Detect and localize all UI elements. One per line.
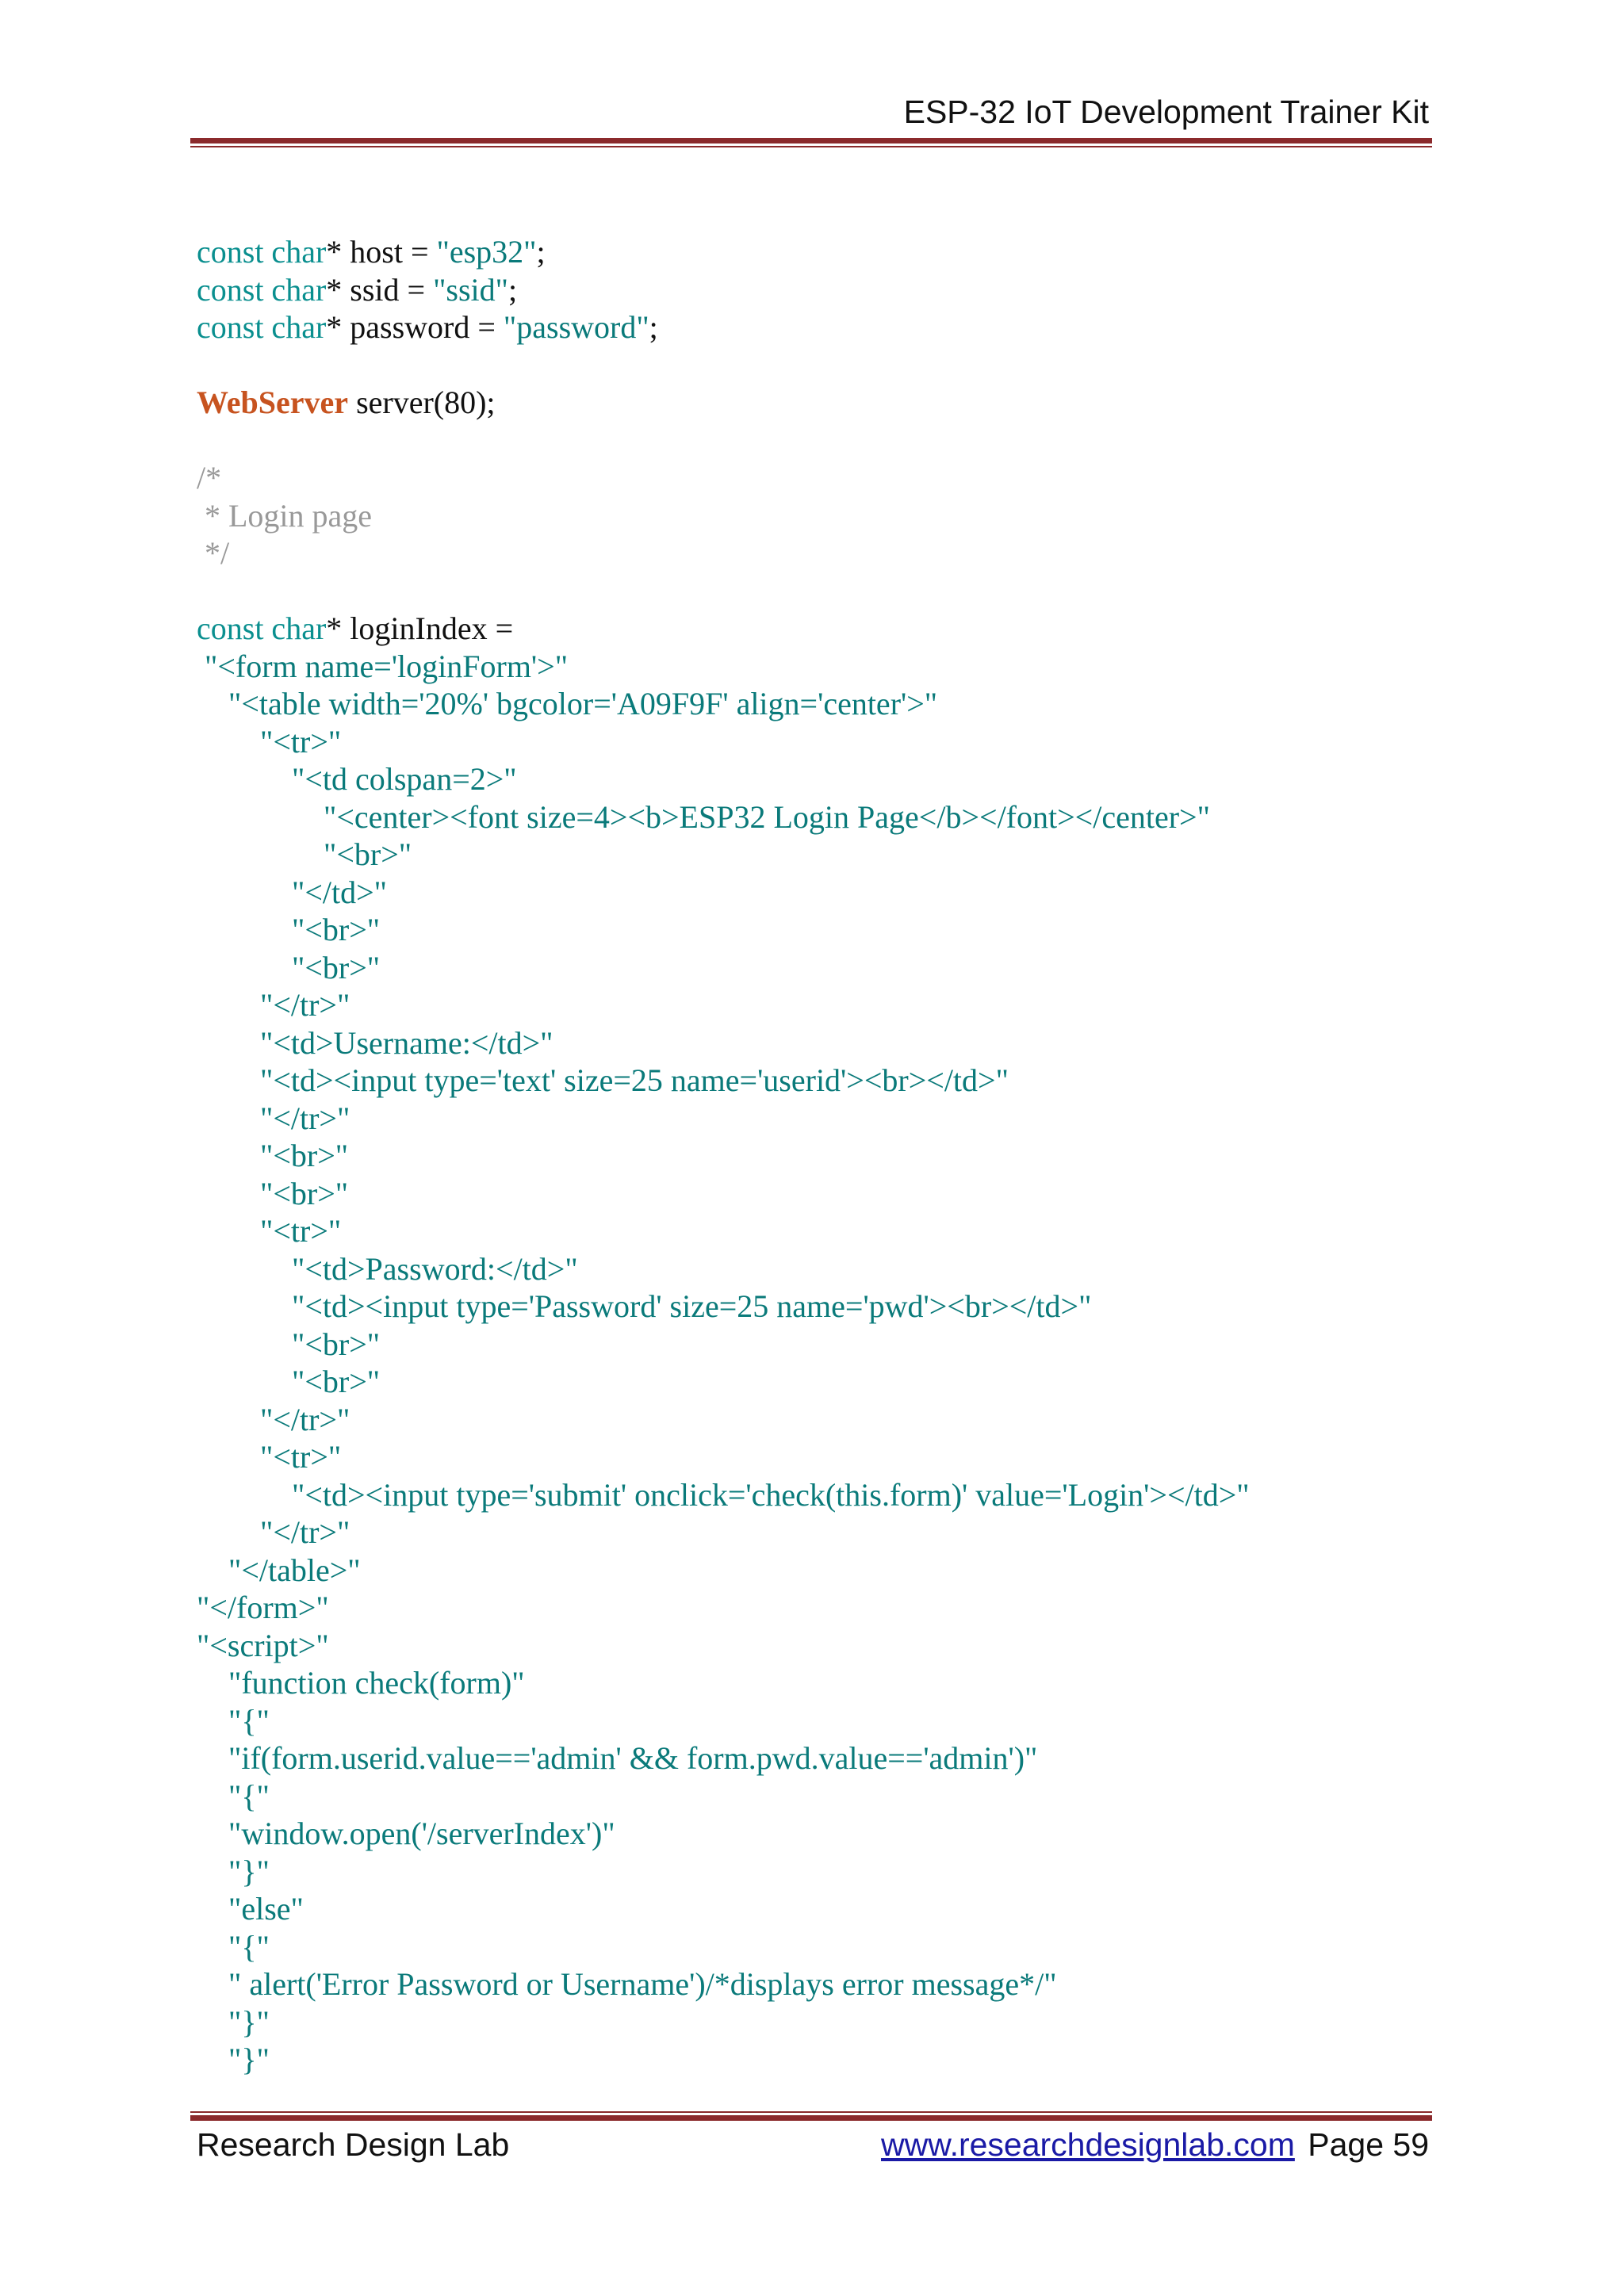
code-text: ; (508, 271, 518, 308)
string-literal: "ssid" (433, 271, 508, 308)
code-text: server(80); (348, 385, 496, 420)
html-string-line: "<tr>" (197, 1213, 342, 1249)
html-string-line: "<tr>" (197, 1439, 342, 1475)
footer-website-link[interactable]: www.researchdesignlab.com (881, 2126, 1295, 2163)
html-string-line: "{" (197, 1702, 270, 1739)
html-string-line: "</tr>" (197, 1401, 350, 1437)
html-string-line: "<td colspan=2>" (197, 761, 517, 797)
html-string-line: "<td>Username:</td>" (197, 1024, 553, 1061)
code-line (197, 233, 1250, 271)
code-line (197, 610, 1250, 648)
html-string-line: "<table width='20%' bgcolor='A09F9F' align='center'>" (197, 686, 938, 721)
html-string-line: "<td><input type='Password' size=25 name='pwd'><br></td>" (197, 1288, 1092, 1324)
string-literal: "esp32" (436, 234, 537, 270)
code-line (197, 384, 1250, 422)
html-string-line: "}" (197, 2042, 270, 2077)
html-string-line: "</table>" (197, 1552, 361, 1588)
html-string-line: "<form name='loginForm'>" (197, 648, 569, 684)
html-string-line: "<br>" (197, 1364, 381, 1399)
html-string-line: "<br>" (197, 1175, 349, 1211)
html-string-line: "</tr>" (197, 1100, 350, 1136)
html-string-line: "<script>" (197, 1627, 329, 1663)
html-string-line: "{" (197, 1928, 270, 1965)
blank-line (197, 572, 1250, 610)
html-string-line: "window.open('/serverIndex')" (197, 1816, 615, 1851)
comment-line: */ (197, 535, 230, 571)
code-text: * ssid = (326, 271, 434, 308)
header-title: ESP-32 IoT Development Trainer Kit (903, 94, 1429, 130)
html-string-line: " alert('Error Password or Username')/*displays error message*/" (197, 1966, 1057, 2002)
html-string-line: "<br>" (197, 949, 381, 985)
keyword: const char (197, 271, 327, 308)
html-string-line: "<br>" (197, 1138, 349, 1173)
html-string-line: "}" (197, 2003, 270, 2040)
html-string-line: "<tr>" (197, 723, 342, 760)
code-text: * password = (326, 309, 504, 345)
html-string-line: "<br>" (197, 836, 412, 872)
html-string-line: "<center><font size=4><b>ESP32 Login Page</b></font></center>" (197, 798, 1210, 835)
code-listing (197, 233, 1250, 2079)
page-number: Page 59 (1308, 2126, 1429, 2163)
keyword: const char (197, 234, 327, 270)
html-string-line: "</form>" (197, 1590, 329, 1625)
html-string-line: "<td><input type='submit' onclick='check(this.form)' value='Login'></td>" (197, 1476, 1250, 1513)
code-text: * loginIndex = (326, 610, 514, 646)
html-string-line: "else" (197, 1891, 304, 1927)
code-line (197, 271, 1250, 309)
html-string-line: "<td>Password:</td>" (197, 1250, 578, 1287)
keyword: const char (197, 309, 327, 345)
html-string-line: "</tr>" (197, 1514, 350, 1550)
header-rule (190, 138, 1432, 147)
code-text: ; (536, 234, 546, 270)
comment-line: * Login page (197, 497, 373, 534)
html-string-line: "{" (197, 1777, 270, 1814)
class-name: WebServer (197, 385, 349, 420)
footer-rule (190, 2111, 1432, 2121)
keyword: const char (197, 610, 327, 646)
code-text: * host = (326, 234, 437, 270)
string-literal: "password" (503, 309, 649, 345)
html-string-line: "</td>" (197, 874, 387, 910)
code-text: ; (649, 309, 658, 345)
html-string-line: "<br>" (197, 912, 381, 947)
html-string-line: "<br>" (197, 1326, 381, 1362)
blank-line (197, 346, 1250, 385)
html-string-line: "}" (197, 1853, 270, 1889)
footer-company: Research Design Lab (197, 2126, 510, 2163)
comment-line: /* (197, 460, 222, 496)
html-string-line: "</tr>" (197, 987, 350, 1023)
html-string-line: "if(form.userid.value=='admin' && form.pwd.value=='admin')" (197, 1740, 1038, 1776)
code-line (197, 308, 1250, 346)
html-string-line: "<td><input type='text' size=25 name='userid'><br></td>" (197, 1062, 1009, 1098)
blank-line (197, 422, 1250, 460)
html-string-line: "function check(form)" (197, 1665, 525, 1701)
